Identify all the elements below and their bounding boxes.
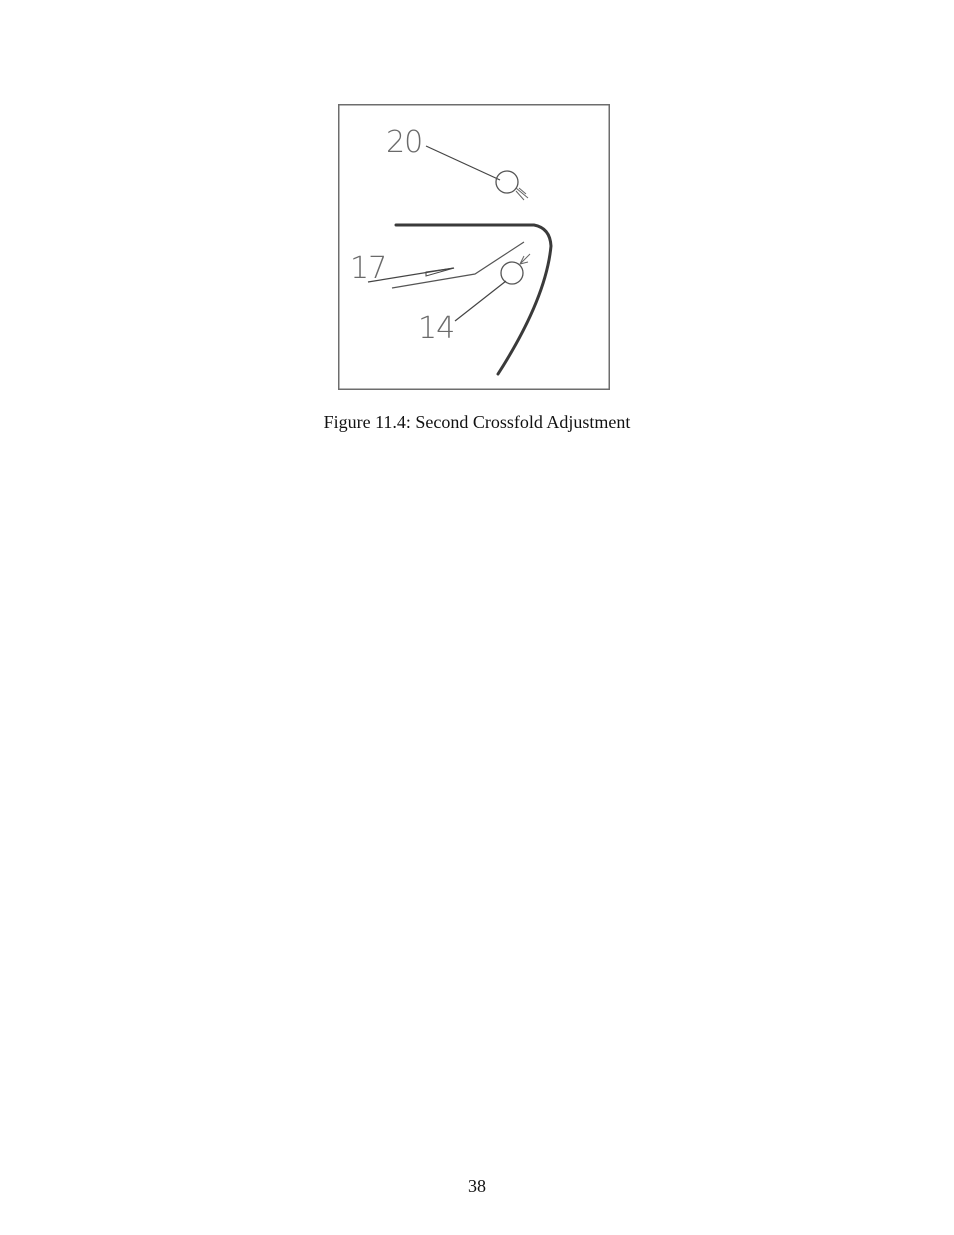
leader-line-14 bbox=[455, 281, 506, 321]
leader-line-20 bbox=[426, 146, 500, 180]
callout-label-20: 20 bbox=[386, 125, 423, 160]
roller-20 bbox=[496, 171, 518, 193]
callout-label-17: 17 bbox=[350, 251, 387, 286]
crossfold-figure bbox=[338, 104, 610, 390]
rotation-arrow-14 bbox=[520, 254, 530, 264]
rotation-arrow-20 bbox=[516, 188, 528, 200]
page-number: 38 bbox=[468, 1176, 486, 1196]
crossfold-diagram bbox=[338, 104, 610, 390]
callout-label-14: 14 bbox=[418, 311, 455, 346]
fold-plate bbox=[396, 225, 551, 374]
figure-frame bbox=[339, 105, 610, 390]
figure-caption: Figure 11.4: Second Crossfold Adjustment bbox=[323, 412, 631, 432]
roller-14 bbox=[501, 262, 523, 284]
